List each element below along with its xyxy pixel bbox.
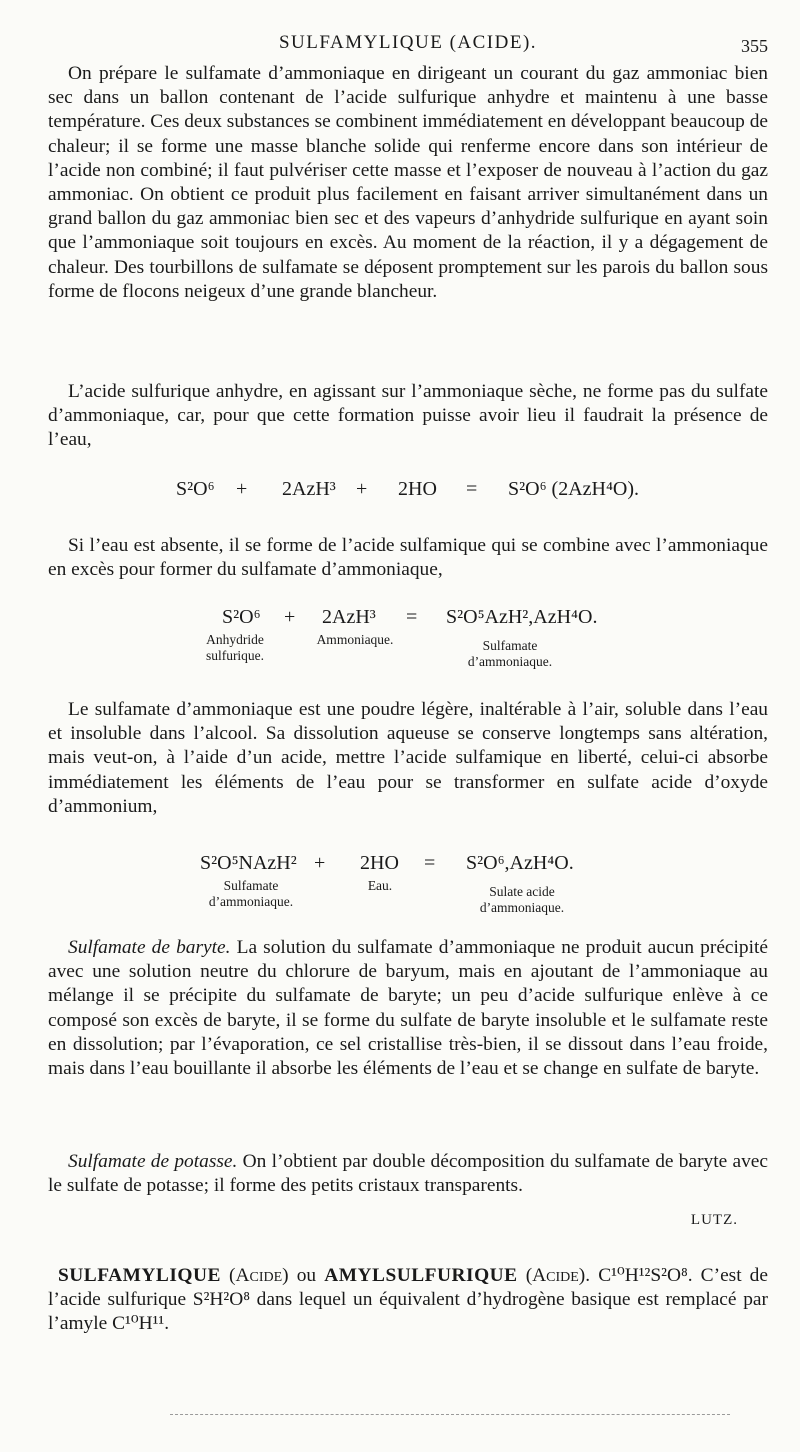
paragraph-potasse	[48, 1150, 768, 1198]
formula-label	[196, 878, 306, 910]
formula-operator: +	[314, 852, 326, 874]
paragraph-anhydre	[48, 380, 768, 453]
running-title: SULFAMYLIQUE (ACIDE).	[278, 32, 538, 53]
formula-term: S²O⁶,AzH⁴O.	[466, 852, 574, 874]
page-number: 355	[741, 36, 768, 56]
formula-operator: +	[236, 478, 248, 500]
paragraph-text: Le sulfamate d’ammoniaque est une poudre légère, inaltérable à l’air, soluble dans l’eau et insoluble dans l’alcool. Sa dissolution aqueuse se conserve longtemps sans altération, mais veut-on, à l’aide d’un acide, mettre l’acide sulfamique en liberté, celui-ci absorbe immédiatement les éléments de l’eau pour se transformer en sulfate acide d’oxyde d’ammonium,	[48, 699, 768, 817]
label-line: d’ammoniaque.	[208, 894, 294, 909]
label-line: Anhydride	[206, 632, 264, 647]
entry-conjunction: ou	[296, 1265, 317, 1286]
paragraph-proprietes	[48, 698, 768, 819]
formula-term: S²O⁶	[222, 606, 261, 628]
formula-term: 2HO	[360, 852, 399, 874]
entry-qualifier: (Acide)	[229, 1265, 289, 1286]
paragraph-absente	[48, 534, 768, 582]
formula-label	[190, 632, 280, 664]
label-line: Ammoniaque.	[316, 632, 394, 647]
label-line: d’ammoniaque.	[479, 900, 565, 915]
formula-label	[300, 632, 410, 648]
formula-equals: =	[424, 852, 436, 874]
formula-term: S²O⁶	[176, 478, 215, 500]
label-line: sulfurique.	[205, 648, 265, 663]
formula-term: S²O⁶ (2AzH⁴O).	[508, 478, 640, 500]
paragraph-text: L’acide sulfurique anhydre, en agissant sur l’ammoniaque sèche, ne forme pas du sulfate d’ammoniaque, car, pour que cette formation puisse avoir lieu il faudrait la présence de l’eau,	[48, 381, 768, 451]
formula-label	[450, 638, 570, 670]
paragraph-text: Si l’eau est absente, il se forme de l’acide sulfamique qui se combine avec l’ammoniaque en excès pour former du sulfamate d’ammoniaque,	[48, 535, 768, 581]
paragraph-with-subhead	[48, 1150, 768, 1198]
subhead-potasse: Sulfamate de potasse.	[68, 1151, 238, 1172]
formula-operator: +	[284, 606, 296, 628]
paragraph-preparation	[48, 62, 768, 304]
entry-paragraph	[48, 1264, 768, 1337]
formula-term: S²O⁵NAzH²	[200, 852, 297, 874]
paragraph-baryte	[48, 936, 768, 1081]
entry-headword-alt: AMYLSULFURIQUE	[324, 1265, 518, 1286]
entry-text: C’est de l’acide sulfurique S²H²O⁸ dans lequel un équivalent d’hydrogène basique est remplacé par l’amyle C¹⁰H¹¹.	[48, 1265, 768, 1335]
author-signature: LUTZ.	[690, 1212, 738, 1228]
entry-qualifier: (Acide).	[525, 1265, 591, 1286]
entry-sulfamylique	[48, 1264, 768, 1337]
label-line: Eau.	[367, 878, 393, 893]
formula-term: S²O⁵AzH²,AzH⁴O.	[446, 606, 598, 628]
label-line: d’ammoniaque.	[467, 654, 553, 669]
formula-label	[350, 878, 410, 894]
formula-term: 2HO	[398, 478, 437, 500]
formula-term: 2AzH³	[322, 606, 376, 628]
formula-operator: +	[356, 478, 368, 500]
paragraph-text: La solution du sulfamate d’ammoniaque ne produit aucun précipité avec une solution neutre du chlorure de baryum, mais en ajoutant de l’ammoniaque au mélange il se précipite du sulfamate de baryte; un peu d’acide sulfurique enlève à ce composé son excès de baryte, il se forme du sulfate de baryte insoluble et le sulfamate reste en dissolution; par l’évaporation, ce sel cristallise très-bien, il se dissout dans l’eau froide, mais dans l’eau bouillante il absorbe les éléments de l’eau et se change en sulfate de baryte.	[48, 937, 768, 1080]
entry-headword: SULFAMYLIQUE	[58, 1265, 221, 1286]
subhead-baryte: Sulfamate de baryte.	[68, 937, 231, 958]
running-head	[48, 32, 768, 58]
paragraph-text: On prépare le sulfamate d’ammoniaque en dirigeant un courant du gaz ammoniac bien sec dans un ballon contenant de l’acide sulfurique anhydre et maintenu à une basse température. Ces deux substances se combinent immédiatement en développant beaucoup de chaleur; il se forme une masse blanche solide qui renferme encore dans son intérieur de l’acide non combiné; il faut pulvériser cette masse et l’exposer de nouveau à l’action du gaz ammoniac. On obtient ce produit plus facilement en faisant arriver simultanément dans un grand ballon du gaz ammoniac bien sec et des vapeurs d’anhydride sulfurique en ayant soin que l’ammoniaque soit toujours en excès. Au moment de la réaction, il y a dégagement de chaleur. Des tourbillons de sulfamate se déposent promptement sur les parois du ballon sous forme de flocons neigeux d’une grande blancheur.	[48, 63, 768, 302]
entry-formula: C¹⁰H¹²S²O⁸.	[598, 1265, 693, 1286]
label-line: Sulfamate	[223, 878, 279, 893]
formula-term: 2AzH³	[282, 478, 336, 500]
paragraph-text: On l’obtient par double décomposition du sulfamate de baryte avec le sulfate de potasse; il forme des petits cristaux transparents.	[48, 1151, 768, 1197]
paragraph-with-subhead	[48, 936, 768, 1081]
formula-equals: =	[406, 606, 418, 628]
formula-equals: =	[466, 478, 478, 500]
label-line: Sulate acide	[489, 884, 555, 899]
bottom-rule	[170, 1414, 730, 1415]
formula-label	[462, 884, 582, 916]
label-line: Sulfamate	[482, 638, 538, 653]
